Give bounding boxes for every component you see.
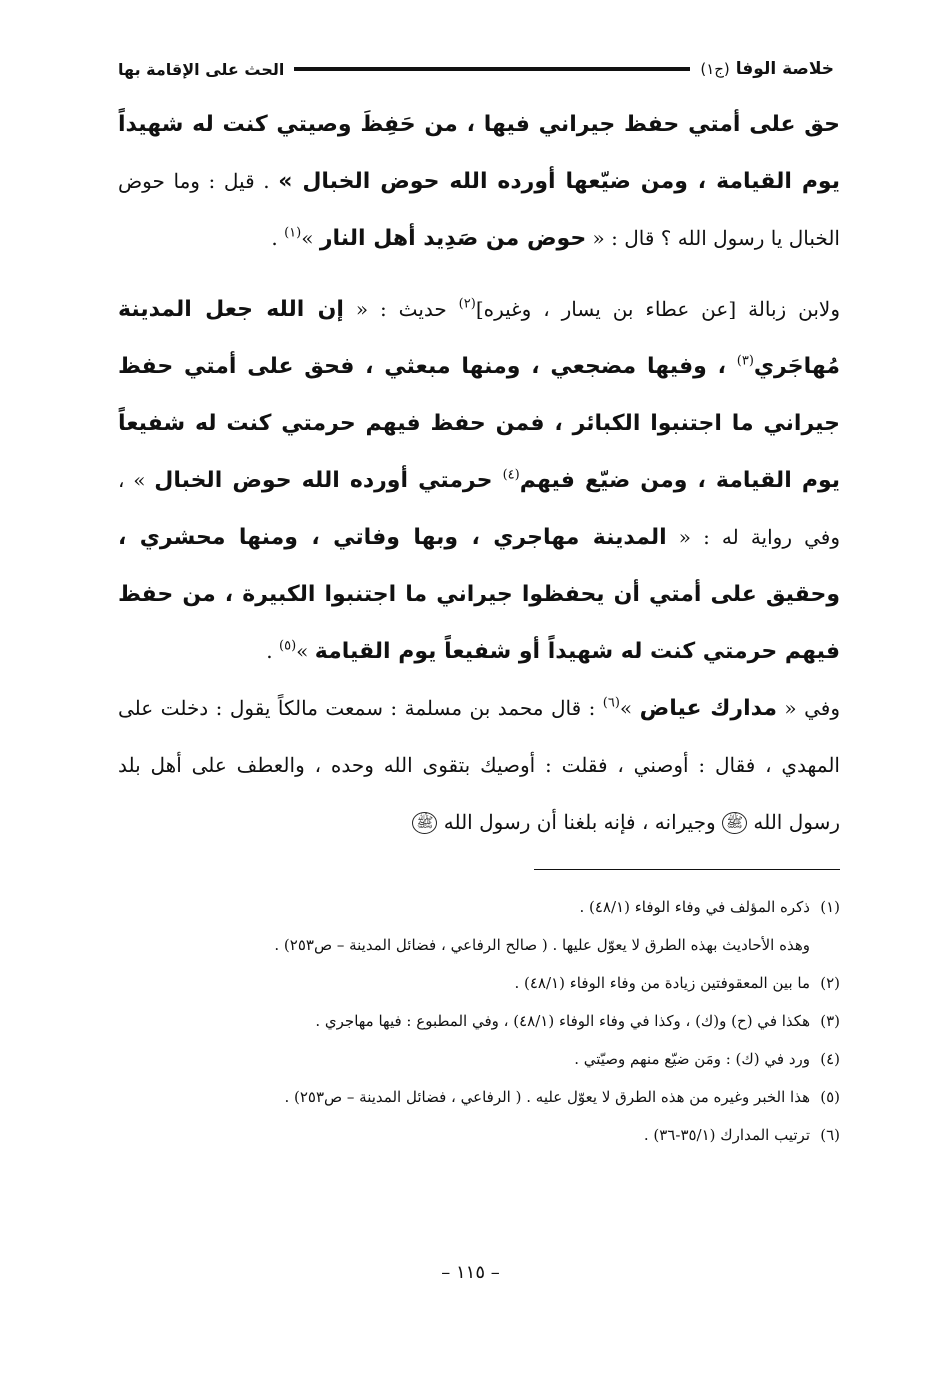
header-rule: [294, 67, 690, 71]
footnote-ref-3[interactable]: (٣): [736, 353, 754, 369]
quote-close: »: [619, 696, 640, 720]
paragraph-1: [118, 96, 840, 267]
header-volume: (ج١): [700, 60, 730, 78]
narration-text: » ، وفي رواية له : «: [118, 468, 840, 549]
footnote-ref-1[interactable]: (١): [284, 225, 302, 241]
header-section-title: الحث على الإقامة بها: [118, 59, 285, 79]
footnote-1: [118, 888, 840, 926]
footnote-2: [118, 964, 840, 1002]
footnote-3: [118, 1002, 840, 1040]
footnote-number: (٦): [820, 1126, 840, 1144]
hadith-text: حق على أمتي حفظ جيراني فيها ، من حَفِظَ وصيتي كنت له شهيداً يوم القيامة ، ومن ضيّعها أورده الله حوض الخبال »: [118, 112, 840, 194]
hadith-text: المدينة مهاجري ، وبها وفاتي ، ومنها محشري ، وحقيق على أمتي أن يحفظوا جيراني ما اجتنبوا الكبيرة ، من حفظ فيهم حرمتي كنت له شهيداً أو شفيعاً يوم القيامة: [118, 525, 840, 664]
main-text: [118, 96, 840, 851]
narration-text: . قيل : وما حوض الخبال يا رسول الله ؟ قال : «: [118, 169, 840, 250]
footnote-ref-2[interactable]: (٢): [458, 296, 476, 312]
hadith-text: حوض من صَدِيد أهل النار: [319, 226, 587, 251]
footnote-ref-4[interactable]: (٤): [502, 467, 520, 483]
period: .: [266, 639, 280, 663]
footnote-text: ما بين المعقوفتين زيادة من وفاء الوفاء (٤٨/١) .: [514, 974, 810, 992]
hadith-text: حرمتي أورده الله حوض الخبال: [154, 468, 503, 493]
footnote-text: ورد في (ك) : ومَن ضيّع منهم وصيّتي .: [574, 1050, 810, 1068]
footnote-number: (٣): [820, 1012, 840, 1030]
narration-text: : قال محمد بن مسلمة : سمعت مالكاً يقول : دخلت على المهدي ، فقال : أوصني ، فقلت : أوصيك بتقوى الله وحده ، والعطف على أهل بلد رسول الله: [118, 696, 840, 834]
footnote-number: (١): [820, 898, 840, 916]
hadith-text: إن الله جعل المدينة مُهاجَري: [118, 297, 840, 379]
narration-text: وجيرانه ، فإنه بلغنا أن رسول الله: [437, 810, 723, 834]
header-book-title: خلاصة الوفا: [735, 59, 834, 79]
running-header: [118, 52, 834, 86]
honorific-seal-icon: ﷺ: [722, 812, 747, 834]
footnote-1-continued: [118, 926, 840, 964]
header-book-group: [700, 59, 834, 79]
footnote-number: (٥): [820, 1088, 840, 1106]
footnote-4: [118, 1040, 840, 1078]
narration-text: ولابن زبالة [عن عطاء بن يسار ، وغيره]: [475, 297, 840, 321]
period: .: [271, 226, 285, 250]
quote-close: »: [301, 226, 320, 250]
page-number: – ١١٥ –: [441, 1262, 500, 1283]
footnote-number: (٤): [820, 1050, 840, 1068]
footnote-text: ذكره المؤلف في وفاء الوفاء (٤٨/١) .: [579, 898, 810, 916]
narration-text: حديث : «: [343, 297, 459, 321]
footnote-ref-5[interactable]: (٥): [279, 638, 297, 654]
book-title-reference: مدارك عياض: [639, 696, 777, 721]
footnote-5: [118, 1078, 840, 1116]
narration-text: وفي «: [776, 696, 840, 720]
footnotes: [118, 888, 840, 1154]
footnote-text: هكذا في (ح) و(ك) ، وكذا في وفاء الوفاء (٤٨/١) ، وفي المطبوع : فيها مهاجري .: [315, 1012, 810, 1030]
footnote-separator: [534, 869, 840, 870]
footnote-6: [118, 1116, 840, 1154]
footnote-text: وهذه الأحاديث بهذه الطرق لا يعوّل عليها . ( صالح الرفاعي ، فضائل المدينة – ص٢٥٣) .: [274, 936, 810, 954]
hadith-text: ، وفيها مضجعي ، ومنها مبعثي ، فحق على أمتي حفظ جيراني ما اجتنبوا الكبائر ، فمن حفظ فيهم حرمتي كنت له شفيعاً يوم القيامة ، ومن ضيّع فيهم: [118, 354, 840, 493]
footnote-number: (٢): [820, 974, 840, 992]
footnote-text: هذا الخبر وغيره من هذه الطرق لا يعوّل عليه . ( الرفاعي ، فضائل المدينة – ص٢٥٣) .: [284, 1088, 810, 1106]
honorific-seal-icon: ﷺ: [412, 812, 437, 834]
paragraph-2: [118, 281, 840, 680]
footnote-ref-6[interactable]: (٦): [602, 695, 620, 711]
paragraph-3: [118, 680, 840, 851]
footnote-text: ترتيب المدارك (٣٥/١-٣٦) .: [643, 1126, 810, 1144]
quote-close: »: [296, 639, 315, 663]
